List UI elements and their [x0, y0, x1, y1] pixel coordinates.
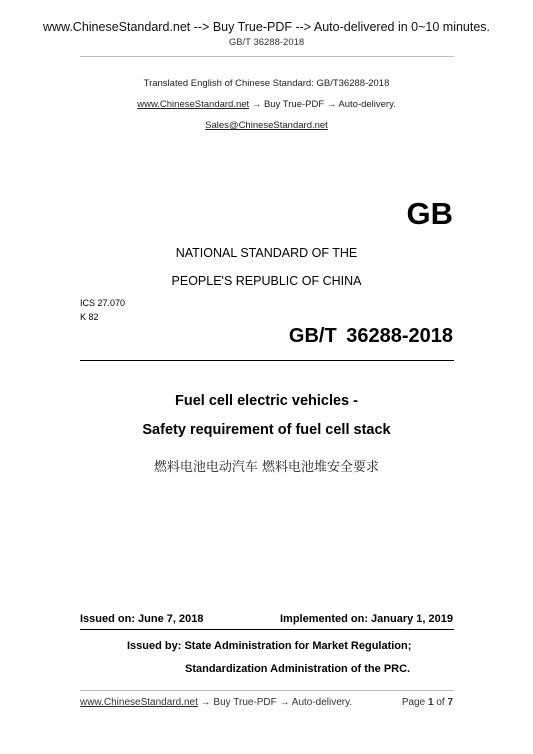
- title-chinese: 燃料电池电动汽车 燃料电池堆安全要求: [153, 460, 380, 475]
- title-line2: Safety requirement of fuel cell stack: [142, 422, 391, 438]
- dates-divider: [80, 629, 454, 630]
- email-row: [0, 120, 533, 131]
- translation-links: [0, 99, 533, 110]
- page-total: 7: [447, 697, 453, 708]
- of-label: of: [436, 697, 445, 708]
- email-link[interactable]: Sales@ChineseStandard.net: [205, 120, 328, 131]
- issuer-line1: Issued by: State Administration for Market Regulation;: [127, 640, 412, 652]
- gb-mark: GB: [406, 196, 453, 231]
- ics-code: ICS 27.070: [80, 298, 126, 308]
- header-divider: [80, 56, 454, 57]
- site-link-suffix: → Buy True-PDF → Auto-delivery.: [249, 99, 396, 110]
- footer-links: [80, 697, 352, 708]
- class-code: K 82: [80, 312, 99, 322]
- translation-note: Translated English of Chinese Standard: GB/T36288-2018: [143, 78, 390, 89]
- issued-date: Issued on: June 7, 2018: [80, 613, 204, 625]
- header-banner: www.ChineseStandard.net --> Buy True-PDF --> Auto-delivered in 0~10 minutes.: [42, 20, 491, 34]
- national-standard-line1: NATIONAL STANDARD OF THE: [175, 246, 358, 260]
- implemented-date: Implemented on: January 1, 2019: [279, 613, 453, 625]
- site-link[interactable]: www.ChineseStandard.net: [137, 99, 250, 110]
- issuer-line2: Standardization Administration of the PRC.: [185, 663, 411, 675]
- footer-site-link[interactable]: www.ChineseStandard.net: [80, 697, 198, 708]
- footer-divider: [80, 690, 454, 691]
- title-line1: Fuel cell electric vehicles -: [175, 393, 358, 409]
- header-standard-code: GB/T 36288-2018: [228, 37, 305, 48]
- page-indicator: [402, 697, 453, 708]
- national-standard-line2: PEOPLE'S REPUBLIC OF CHINA: [171, 274, 362, 288]
- page-number: 1: [427, 697, 434, 708]
- footer-site-suffix: → Buy True-PDF → Auto-delivery.: [197, 697, 353, 708]
- title-divider: [80, 360, 454, 361]
- classification-codes: [80, 296, 125, 324]
- standard-number: GB/T 36288-2018: [288, 325, 453, 347]
- page-label: Page: [401, 697, 426, 708]
